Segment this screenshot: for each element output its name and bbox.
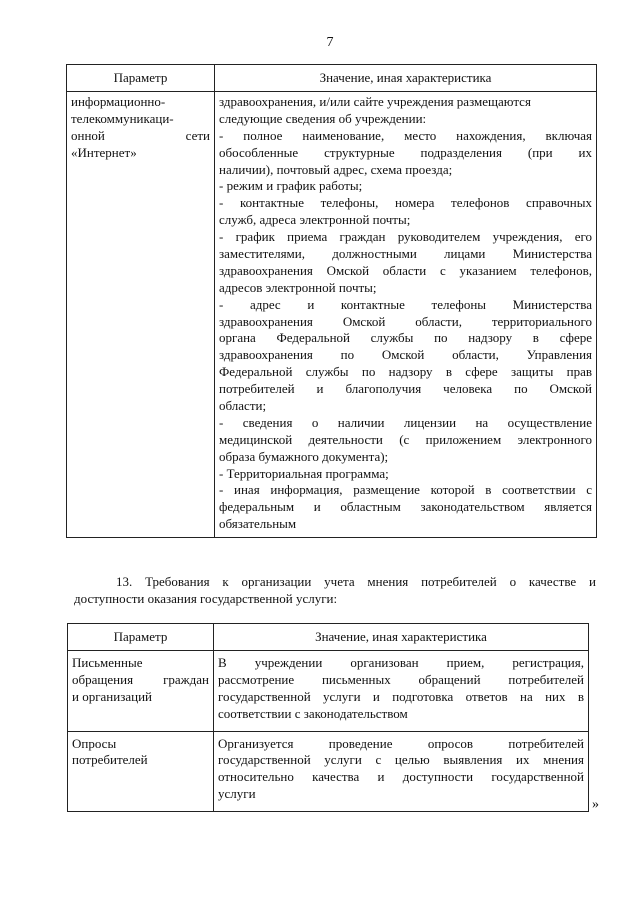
value-cell [214, 651, 589, 732]
text-line: телекоммуникаци- [71, 110, 174, 126]
closing-quote: » [592, 797, 599, 812]
text-line: потребителей и благополучия человека по Омской [219, 381, 592, 397]
header-parameter: Параметр [67, 65, 215, 92]
text-line: соответствии с законодательством [218, 705, 408, 721]
text-line: здравоохранения по Омской области, Управления [219, 347, 592, 363]
text-line: - иная информация, размещение которой в соответствии с [219, 482, 592, 498]
text-line: органа Федеральной службы по надзору в сфере [219, 330, 592, 346]
table-row [68, 651, 589, 732]
page-number: 7 [326, 35, 334, 50]
value-cell [215, 92, 597, 538]
consumer-opinion-table [67, 623, 589, 812]
text-line: здравоохранения Омской области с указанием телефонов, [219, 262, 592, 278]
text-line: Письменные [72, 655, 143, 670]
text-line: государственной услуги с целью выявления их мнения [218, 752, 584, 768]
param-cell [68, 731, 214, 812]
text-line: - адрес и контактные телефоны Министерства [219, 296, 592, 312]
table-header-row [68, 624, 589, 651]
section-13-line-1: 13. Требования к организации учета мнения потребителей о качестве и [116, 574, 596, 589]
text-line: онной сети [71, 127, 210, 143]
text-line: следующие сведения об учреждении: [219, 110, 427, 126]
text-line: медицинской деятельности (с приложением электронного [219, 431, 592, 447]
text-line: относительно качества и доступности государственной [218, 769, 584, 785]
table-row [67, 92, 597, 538]
text-line: В учреждении организован прием, регистрация, [218, 655, 584, 670]
text-line: Федеральной службы по надзору в сфере защиты прав [219, 364, 592, 380]
services-info-table [66, 64, 597, 538]
text-line: - полное наименование, место нахождения, включая [219, 127, 592, 143]
value-cell [214, 731, 589, 812]
text-line: - режим и график работы; [219, 178, 363, 194]
table-row [68, 731, 589, 812]
text-line: образа бумажного документа); [219, 448, 389, 464]
text-line: здравоохранения Омской области, территориального [219, 313, 592, 329]
header-value: Значение, иная характеристика [214, 624, 589, 651]
param-cell [67, 92, 215, 538]
table-header-row [67, 65, 597, 92]
text-line: адресов электронной почты; [219, 279, 377, 295]
text-line: обязательным [219, 516, 297, 532]
text-line: Опросы [72, 735, 117, 751]
text-line: обособленные структурные подразделения (при их [219, 144, 592, 160]
text-line: услуги [218, 786, 256, 802]
text-line: потребителей [72, 752, 148, 768]
text-line: рассмотрение письменных обращений потребителей [218, 671, 584, 687]
text-line: и организаций [72, 688, 152, 704]
section-13-paragraph [74, 574, 596, 608]
text-line: информационно- [71, 94, 166, 109]
header-value: Значение, иная характеристика [215, 65, 597, 92]
text-line: области; [219, 398, 267, 414]
text-line: заместителями, должностными лицами Министерства [219, 246, 592, 262]
text-line: - Территориальная программа; [219, 465, 389, 481]
param-cell [68, 651, 214, 732]
text-line: - контактные телефоны, номера телефонов справочных [219, 195, 592, 211]
text-line: обращения граждан [72, 671, 209, 687]
text-line: наличии), почтовый адрес, схема проезда; [219, 161, 453, 177]
text-line: федеральным и областным законодательством является [219, 499, 592, 515]
text-line: - сведения о наличии лицензии на осуществление [219, 414, 592, 430]
header-parameter: Параметр [68, 624, 214, 651]
text-line: - график приема граждан руководителем учреждения, его [219, 229, 592, 245]
text-line: «Интернет» [71, 144, 137, 160]
text-line: государственной услуги и подготовка ответов на них в [218, 688, 584, 704]
text-line: служб, адреса электронной почты; [219, 212, 411, 228]
text-line: Организуется проведение опросов потребителей [218, 735, 584, 751]
text-line: здравоохранения, и/или сайте учреждения размещаются [219, 94, 531, 109]
section-13-line-2: доступности оказания государственной услуги: [74, 590, 338, 606]
